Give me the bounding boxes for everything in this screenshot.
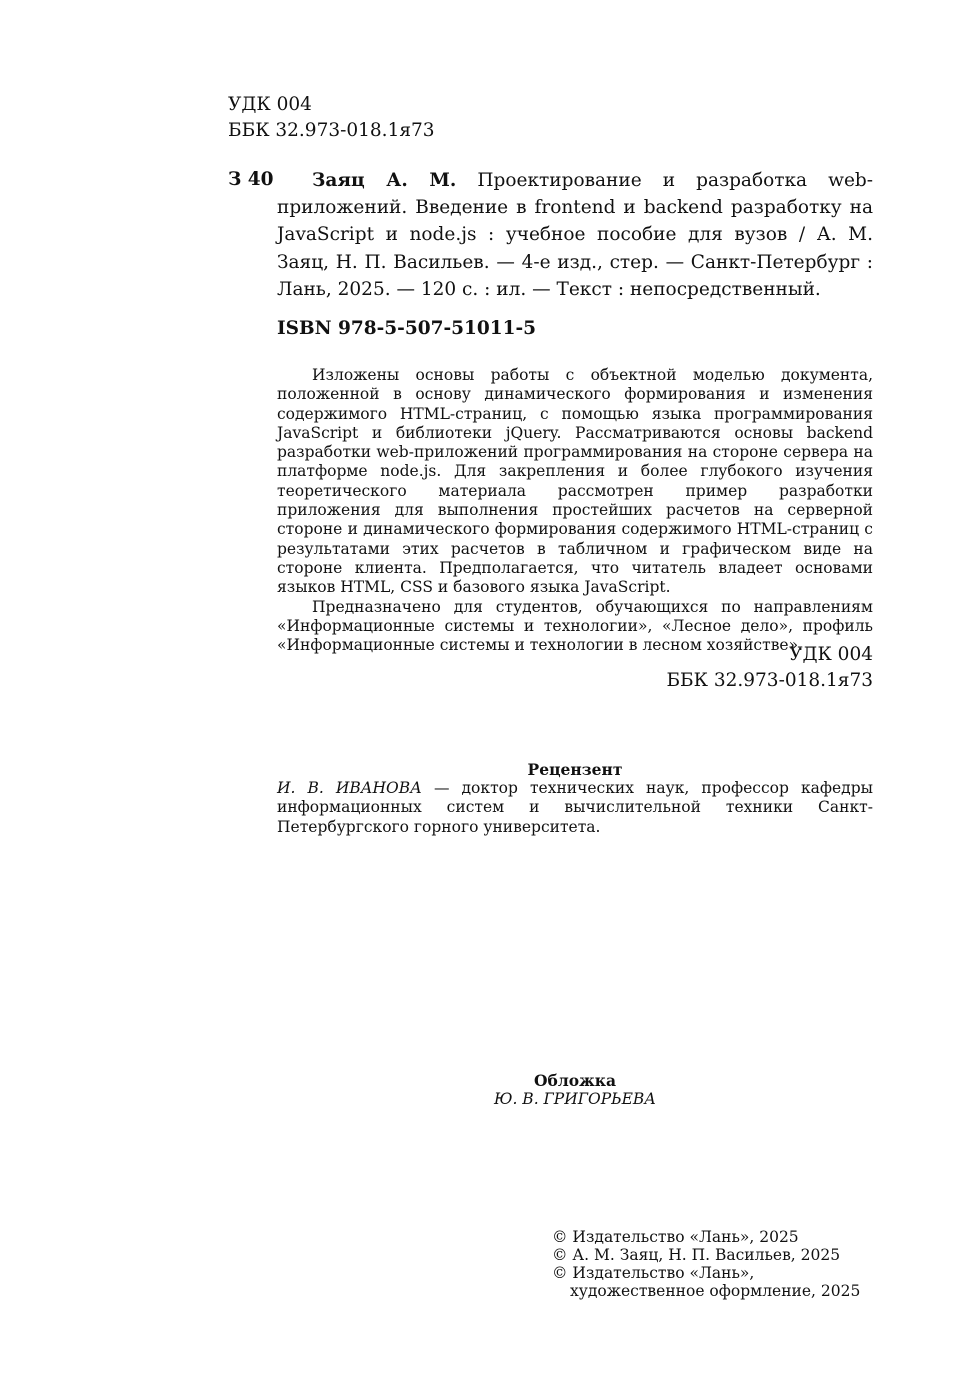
- reviewer-heading: Рецензент: [527, 760, 623, 779]
- cover-credit: [277, 1071, 873, 1109]
- udk-footer-block: [666, 642, 873, 694]
- reviewer-description: — доктор технических наук, профессор кафедры информационных систем и вычислительной техники Санкт-Петербургского горного университета.: [277, 779, 873, 836]
- author-sign: З 40: [228, 169, 274, 190]
- annotation: [277, 366, 873, 655]
- author-name: Заяц А. М.: [312, 170, 457, 191]
- bbk-code: ББК 32.973-018.1я73: [666, 670, 873, 691]
- cover-heading: Обложка: [534, 1071, 616, 1090]
- reviewer-name: И. В. ИВАНОВА: [277, 779, 422, 797]
- copyright-line: © А. М. Заяц, Н. П. Васильев, 2025: [552, 1246, 841, 1264]
- annotation-paragraph: Изложены основы работы с объектной моделью документа, положенной в основу динамического формирования и изменения содержимого HTML-страниц, с помощью языка программирования JavaScript и библиотеки jQuery. Рассматриваются основы backend разработки web-приложений программирования на стороне сервера на платформе node.js. Для закрепления и более глубокого изучения теоретического материала рассмотрен пример разработки приложения для выполнения простейших расчетов на серверной стороне и динамического формирования содержимого HTML-страниц с результатами этих расчетов в табличном и графическом виде на стороне клиента. Предполагается, что читатель владеет основами языков HTML, CSS и базового языка JavaScript.: [277, 366, 873, 597]
- copyright-line: художественное оформление, 2025: [570, 1282, 861, 1300]
- copyright-block: [552, 1228, 860, 1300]
- bibliographic-description: [277, 167, 873, 303]
- udk-code: УДК 004: [789, 644, 873, 665]
- reviewer-text: [277, 779, 873, 837]
- cover-designer-name: Ю. В. ГРИГОРЬЕВА: [493, 1090, 657, 1108]
- copyright-line: © Издательство «Лань»,: [552, 1264, 755, 1282]
- copyright-line: © Издательство «Лань», 2025: [552, 1228, 799, 1246]
- bbk-code: ББК 32.973-018.1я73: [228, 120, 435, 141]
- bibliographic-text: Проектирование и разработка web-приложений. Введение в frontend и backend разработку на JavaScript и node.js : учебное пособие для вузов / А. М. Заяц, Н. П. Васильев. — 4-е изд., стер. — Санкт-Петербург : Лань, 2025. — 120 с. : ил. — Текст : непосредственный.: [277, 170, 873, 300]
- annotation-paragraph: Предназначено для студентов, обучающихся по направлениям «Информационные системы и технологии», «Лесное дело», профиль «Информационные системы и технологии в лесном хозяйстве».: [277, 597, 873, 655]
- udk-header-block: [228, 92, 435, 144]
- udk-code: УДК 004: [228, 94, 312, 115]
- isbn: ISBN 978-5-507-51011-5: [277, 318, 537, 339]
